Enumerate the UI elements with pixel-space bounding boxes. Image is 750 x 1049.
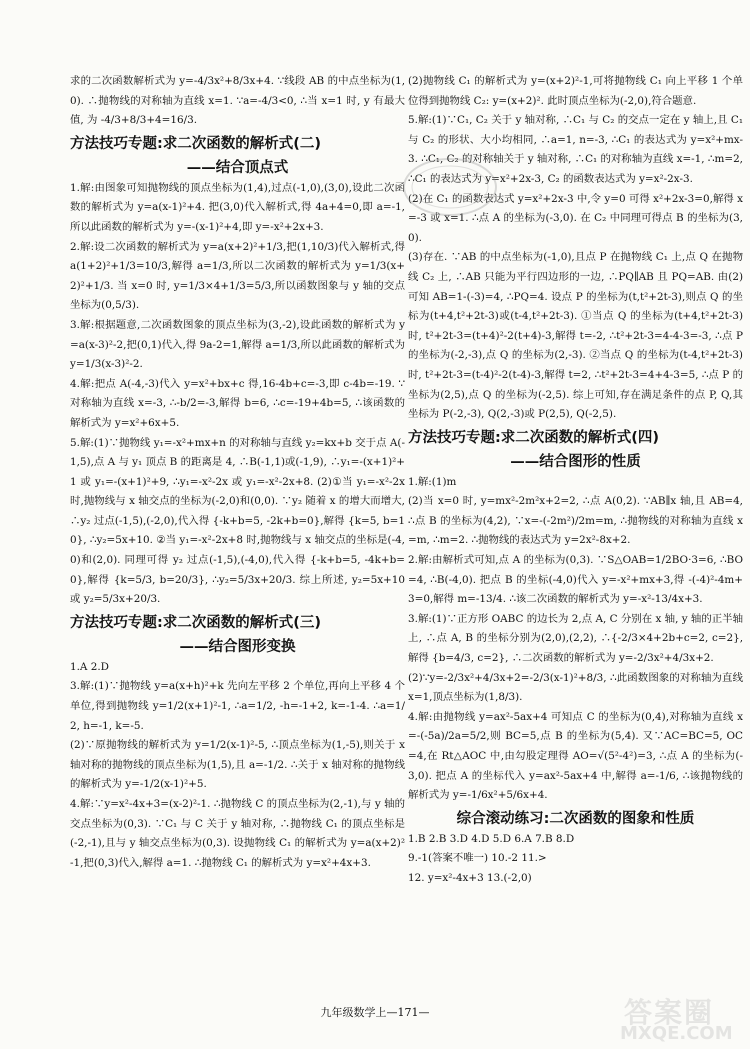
solution-5b: 5.解:(1)∵C₁, C₂ 关于 y 轴对称, ∴C₁ 与 C₂ 的交点一定在 y 轴上,且 C₁ 与 C₂ 的形状、大小均相同, ∴a=1, n=-3, ∴C₁ 的表达式为 y=x²+mx-3. ∴C₁, C₂ 的对称轴关于 y 轴对称, ∴C₁ 的对称轴为直线 x=-1, ∴m=2, ∴C₁ 的表达式为 y=x²+2x-3, C₂ 的函数表达式为 y=x²-2x-3. — [408, 114, 743, 185]
section-subheading-3: ——结合图形变换 — [179, 638, 296, 655]
stamp-watermark — [400, 152, 500, 222]
solution-1: 1.解:由图象可知抛物线的顶点坐标为(1,4),过点(-1,0),(3,0),设此二次函数的解析式为 y=a(x-1)²+4. 把(3,0)代入解析式,得 4a+4=0,即 a=-1,所以此函数的解析式为 y=-(x-1)²+4,即 y=-x²+2x+3. — [70, 181, 405, 233]
page-footer: 九年级数学上—171— — [320, 1006, 430, 1019]
solution-4b-part2: (2)抛物线 C₁ 的解析式为 y=(x+2)²-1,可将抛物线 C₁ 向上平移 1 个单位得到抛物线 C₂: y=(x+2)². 此时顶点坐标为(-2,0),符合题意. — [408, 75, 743, 107]
solution-3c: 3.解:(1)∵正方形 OABC 的边长为 2,点 A, C 分别在 x 轴, y 轴的正半轴上, ∴点 A, B 的坐标分别为(2,0),(2,2), ∴{-2/3×4+2b+c=2, c=2},解得 {b=4/3, c=2}, ∴二次函数的解析式为 y=-2/3x²+4/3x+2. — [408, 612, 743, 665]
solution-3b-part2: (2)∵原抛物线的解析式为 y=1/2(x-1)²-5, ∴顶点坐标为(1,-5),则关于 x 轴对称的抛物线的顶点坐标为(1,5),且 a=-1/2. ∴关于 x 轴对称的抛物线的解析式为 y=-1/2(x-1)²+5. — [70, 739, 405, 791]
section-heading-4: 方法技巧专题:求二次函数的解析式(四) — [408, 429, 660, 446]
section-subheading-2: ——结合顶点式 — [186, 159, 289, 176]
left-column — [70, 72, 405, 873]
solution-2c: 2.解:由解析式可知,点 A 的坐标为(0,3). ∵S△OAB=1/2BO·3=6, ∴BO=4, ∴B(-4,0). 把点 B 的坐标(-4,0)代入 y=-x²+mx+3,得 -(-4)²-4m+3=0,解得 m=-13/4. ∴该二次函数的解析式为 y=-x²-13/4x+3. — [408, 554, 743, 606]
solution-3: 3.解:根据题意,二次函数图象的顶点坐标为(3,-2),设此函数的解析式为 y=a(x-3)²-2,把(0,1)代入,得 9a-2=1,解得 a=1/3,所以此函数的解析式为 y=1/3(x-3)²-2. — [70, 318, 405, 371]
section-heading-5: 综合滚动练习:二次函数的图象和性质 — [456, 810, 695, 827]
solution-4: 4.解:把点 A(-4,-3)代入 y=x²+bx+c 得,16-4b+c=-3,即 c-4b=-19. ∵对称轴为直线 x=-3, ∴-b/2=-3,解得 b=6, ∴c=-19+4b=5, ∴该函数的解析式为 y=x²+6x+5. — [70, 377, 405, 429]
answers-9-11: 9.-1(答案不唯一) 10.-2 11.> — [408, 852, 547, 865]
solution-4b: 4.解:∵y=x²-4x+3=(x-2)²-1. ∴抛物线 C 的顶点坐标为(2,-1),与 y 轴的交点坐标为(0,3). ∵C₁ 与 C 关于 y 轴对称, ∴抛物线 C₁ 的顶点坐标是(-2,-1),且与 y 轴交点坐标为(0,3). 设抛物线 C₁ 的解析式为 y=a(x+2)²-1,把(0,3)代入,解得 a=1. ∴抛物线 C₁ 的解析式为 y=x²+4x+3. — [70, 798, 405, 869]
watermark-url: MXQE.COM — [620, 1023, 733, 1044]
section-heading-3: 方法技巧专题:求二次函数的解析式(三) — [70, 614, 322, 631]
solution-1c: 1.解:(1)m — [408, 475, 457, 488]
paragraph-intro: 求的二次函数解析式为 y=-4/3x²+8/3x+4. ∵线段 AB 的中点坐标为(1,0). ∴抛物线的对称轴为直线 x=1. ∵a=-4/3<0, ∴当 x=1 时, y 有最大值, 为 -4/3+8/3+4=16/3. — [70, 75, 405, 127]
section-subheading-4: ——结合图形的性质 — [510, 453, 641, 470]
watermark-logo-text: 答案圈 — [624, 996, 715, 1029]
solution-1c-part2: (2)当 x=0 时, y=mx²-2m²x+2=2, ∴点 A(0,2). ∵AB∥x 轴,且 AB=4, ∴点 B 的坐标为(4,2), ∵x=-(-2m²)/2m=m, ∴抛物线的对称轴为直线 x=m, ∴m=2. ∴抛物线的表达式为 y=2x²-8x+2. — [408, 495, 743, 547]
solution-2: 2.解:设二次函数的解析式为 y=a(x+2)²+1/3,把(1,10/3)代入解析式,得 a(1+2)²+1/3=10/3,解得 a=1/3,所以二次函数的解析式为 y=1/3(x+2)²+1/3. 当 x=0 时, y=1/3×4+1/3=5/3,所以函数图象与 y 轴的交点坐标为(0,5/3). — [70, 240, 405, 312]
stamp-icon — [400, 152, 500, 222]
solution-5: 5.解:(1)∵抛物线 y₁=-x²+mx+n 的对称轴与直线 y₂=kx+b 交于点 A(-1,5),点 A 与 y₁ 顶点 B 的距离是 4, ∴B(-1,1)或(-1,9), ∴y₁=-(x+1)²+1 或 y₁=-(x+1)²+9, ∴y₁=-x²-2x 或 y₁=-x²-2x+8. (2)①当 y₁=-x²-2x 时,抛物线与 x 轴交点的坐标为(-2,0)和(0,0). ∵y₂ 随着 x 的增大而增大, ∴y₂ 过点(-1,5),(-2,0),代入得 {-k+b=5, -2k+b=0},解得 {k=5, b=10}, ∴y₂=5x+10. ②当 y₁=-x²-2x+8 时,抛物线与 x 轴交点的坐标是(-4,0)和(2,0). 同理可得 y₂ 过点(-1,5),(-4,0),代入得 {-k+b=5, -4k+b=0},解得 {k=5/3, b=20/3}, ∴y₂=5/3x+20/3. 综上所述, y₂=5x+10 或 y₂=5/3x+20/3. — [70, 436, 405, 606]
solution-4c: 4.解:由抛物线 y=ax²-5ax+4 可知点 C 的坐标为(0,4),对称轴为直线 x=-(-5a)/2a=5/2,则 BC=5,点 B 的坐标为(5,4). 又∵AC=BC=5, OC=4,在 Rt△AOC 中,由勾股定理得 AO=√(5²-4²)=3, ∴点 A 的坐标为(-3,0). 把点 A 的坐标代入 y=ax²-5ax+4 中,解得 a=-1/6, ∴该抛物线的解析式为 y=-1/6x²+5/6x+4. — [408, 710, 743, 802]
answers-1-2: 1.A 2.D — [70, 660, 109, 673]
section-heading-2: 方法技巧专题:求二次函数的解析式(二) — [70, 135, 322, 152]
solution-3b: 3.解:(1)∵抛物线 y=a(x+h)²+k 先向左平移 2 个单位,再向上平移 4 个单位,得到抛物线 y=1/2(x+1)²-1, ∴a=1/2, -h=-1+2, k=-1-4. ∴a=1/2, h=-1, k=-5. — [70, 680, 405, 732]
answers-12-13: 12. y=x²-4x+3 13.(-2,0) — [408, 871, 532, 884]
site-watermark — [614, 985, 744, 1045]
solution-5b-part2: (2)在 C₁ 的函数表达式 y=x²+2x-3 中,令 y=0 可得 x²+2x-3=0,解得 x=-3 或 x=1. ∴点 A 的坐标为(-3,0). 在 C₂ 中同理可得点 B 的坐标为(3,0). — [408, 192, 743, 244]
answers-1-8: 1.B 2.B 3.D 4.D 5.D 6.A 7.B 8.D — [408, 832, 575, 845]
solution-3c-part2: (2)∵y=-2/3x²+4/3x+2=-2/3(x-1)²+8/3, ∴此函数图象的对称轴为直线 x=1,顶点坐标为(1,8/3). — [408, 671, 743, 704]
solution-5b-part3: (3)存在. ∵AB 的中点坐标为(-1,0),且点 P 在抛物线 C₁ 上,点 Q 在抛物线 C₂ 上, ∴AB 只能为平行四边形的一边, ∴PQ∥AB 且 PQ=AB. 由(2)可知 AB=1-(-3)=4, ∴PQ=4. 设点 P 的坐标为(t,t²+2t-3),则点 Q 的坐标为(t+4,t²+2t-3)或(t-4,t²+2t-3). ①当点 Q 的坐标为(t+4,t²+2t-3)时, t²+2t-3=(t+4)²-2(t+4)-3,解得 t=-2, ∴t²+2t-3=4-4-3=-3, ∴点 P 的坐标为(-2,-3),点 Q 的坐标为(2,-3). ②当点 Q 的坐标为(t-4,t²+2t-3)时, t²+2t-3=(t-4)²-2(t-4)-3,解得 t=2, ∴t²+2t-3=4+4-3=5, ∴点 P 的坐标为(2,5),点 Q 的坐标为(-2,5). 综上可知,存在满足条件的点 P, Q,其坐标为 P(-2,-3), Q(2,-3)或 P(2,5), Q(-2,5). — [408, 251, 743, 421]
